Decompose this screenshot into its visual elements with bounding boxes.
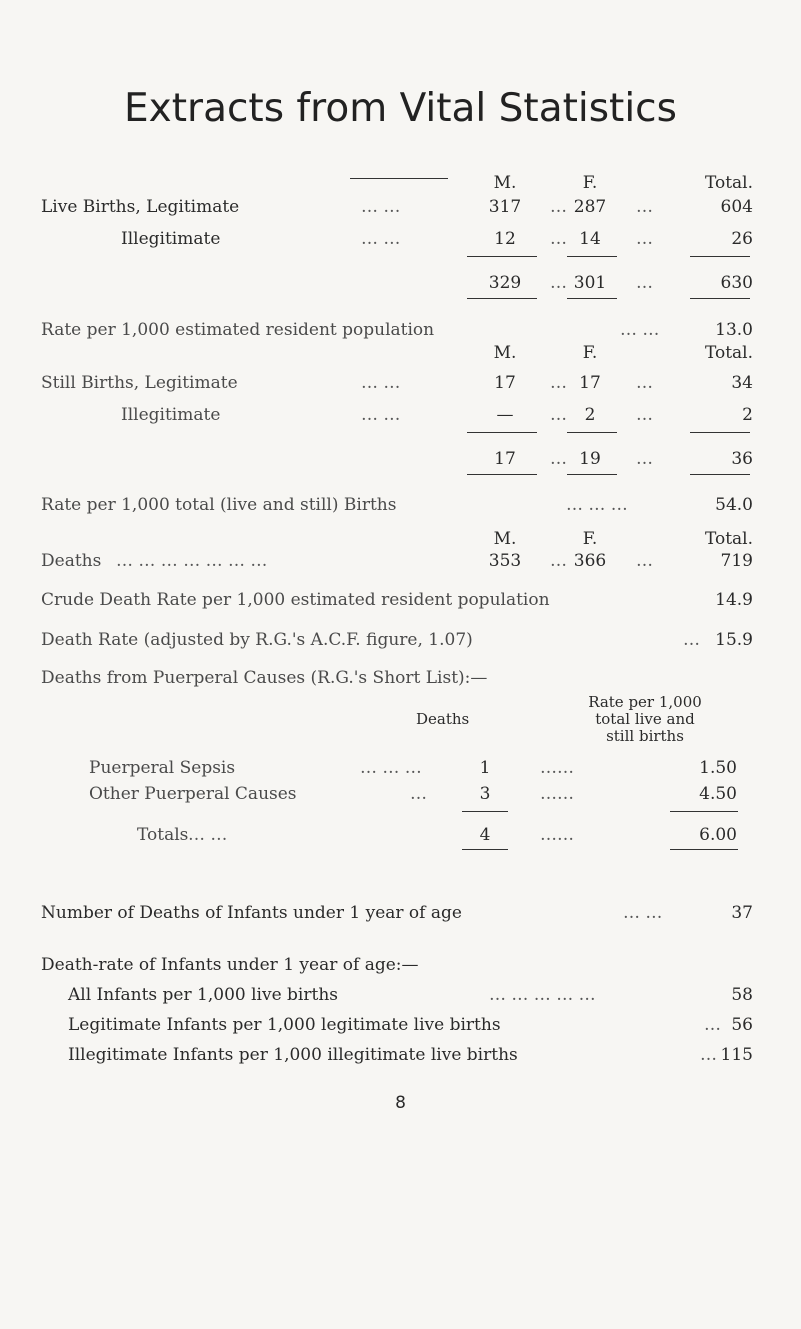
sum-rule xyxy=(462,849,508,850)
row-label: Still Births, Legitimate xyxy=(41,373,238,393)
infant-deaths-label: Number of Deaths of Infants under 1 year of age xyxy=(41,903,462,923)
crude-death-rate-value: 14.9 xyxy=(715,590,753,610)
cell-rate: 1.50 xyxy=(699,758,737,778)
total-f: 19 xyxy=(579,449,601,469)
total-m: 329 xyxy=(488,273,522,293)
infant-rate-value: 115 xyxy=(720,1045,753,1065)
total-m: 17 xyxy=(494,449,516,469)
leader-dots: … … xyxy=(361,373,401,393)
infant-deaths-value: 37 xyxy=(731,903,753,923)
leader-dots: …… xyxy=(540,825,574,845)
infant-rate-heading: Death-rate of Infants under 1 year of age:— xyxy=(41,955,419,975)
row-label: Illegitimate xyxy=(121,229,221,249)
deaths-total: 719 xyxy=(720,551,753,571)
header-f: F. xyxy=(582,343,598,363)
header-f: F. xyxy=(582,529,598,549)
leader-dots: … … … … … … … xyxy=(116,551,268,571)
cell-total: 604 xyxy=(720,197,753,217)
leader-dots: … xyxy=(550,551,567,571)
infant-rate-label: All Infants per 1,000 live births xyxy=(68,985,338,1005)
leader-dots: … … … xyxy=(566,495,628,515)
header-total: Total. xyxy=(704,343,753,363)
leader-dots: … xyxy=(636,551,653,571)
cell-total: 34 xyxy=(731,373,753,393)
cell-rate: 4.50 xyxy=(699,784,737,804)
sum-rule xyxy=(690,432,750,433)
col-rate-line2: total live and xyxy=(595,710,695,728)
cell-total: 26 xyxy=(731,229,753,249)
leader-dots: … xyxy=(550,449,567,469)
totals-deaths: 4 xyxy=(479,825,491,845)
header-m: M. xyxy=(493,529,517,549)
sum-rule xyxy=(670,849,738,850)
row-label: Live Births, Legitimate xyxy=(41,197,240,217)
infant-rate-value: 58 xyxy=(731,985,753,1005)
cell-m: — xyxy=(496,405,514,425)
sum-rule xyxy=(567,474,617,475)
title-divider xyxy=(350,178,448,179)
leader-dots: … xyxy=(683,630,700,650)
leader-dots: … … xyxy=(361,229,401,249)
leader-dots: …… xyxy=(540,758,574,778)
sum-rule xyxy=(567,432,617,433)
leader-dots: … xyxy=(636,229,653,249)
leader-dots: … xyxy=(550,273,567,293)
row-label: Other Puerperal Causes xyxy=(89,784,297,804)
leader-dots: … xyxy=(636,449,653,469)
col-rate-line3: still births xyxy=(606,727,684,745)
cell-m: 317 xyxy=(488,197,522,217)
col-deaths: Deaths xyxy=(416,710,470,728)
total-f: 301 xyxy=(573,273,607,293)
leader-dots: …… xyxy=(540,784,574,804)
header-f: F. xyxy=(582,173,598,193)
deaths-f: 366 xyxy=(573,551,607,571)
leader-dots: … … xyxy=(361,405,401,425)
rate-value: 54.0 xyxy=(715,495,753,515)
leader-dots: … xyxy=(704,1015,721,1035)
page-title: Extracts from Vital Statistics xyxy=(124,86,677,131)
leader-dots: … xyxy=(550,229,567,249)
cell-total: 2 xyxy=(742,405,753,425)
row-label: Illegitimate xyxy=(121,405,221,425)
cell-m: 17 xyxy=(494,373,516,393)
cell-deaths: 1 xyxy=(479,758,491,778)
leader-dots: … … … … … xyxy=(489,985,596,1005)
puerperal-heading: Deaths from Puerperal Causes (R.G.'s Short List):— xyxy=(41,668,488,688)
infant-rate-label: Legitimate Infants per 1,000 legitimate live births xyxy=(68,1015,501,1035)
cell-f: 17 xyxy=(579,373,601,393)
cell-deaths: 3 xyxy=(479,784,491,804)
sum-rule xyxy=(567,256,617,257)
crude-death-rate-label: Crude Death Rate per 1,000 estimated resident population xyxy=(41,590,550,610)
header-m: M. xyxy=(493,343,517,363)
rate-label: Rate per 1,000 estimated resident population xyxy=(41,320,435,340)
sum-rule xyxy=(467,474,537,475)
leader-dots: … xyxy=(410,784,427,804)
leader-dots: … … xyxy=(620,320,660,340)
totals-rate: 6.00 xyxy=(699,825,737,845)
cell-f: 14 xyxy=(579,229,601,249)
total-total: 36 xyxy=(731,449,753,469)
deaths-label: Deaths xyxy=(41,551,102,571)
header-total: Total. xyxy=(704,529,753,549)
sum-rule xyxy=(467,298,537,299)
sum-rule xyxy=(462,811,508,812)
leader-dots: … xyxy=(550,405,567,425)
infant-rate-value: 56 xyxy=(731,1015,753,1035)
rate-value: 13.0 xyxy=(715,320,753,340)
leader-dots: … … xyxy=(361,197,401,217)
sum-rule xyxy=(690,298,750,299)
leader-dots: … xyxy=(636,405,653,425)
sum-rule xyxy=(690,256,750,257)
cell-f: 287 xyxy=(573,197,607,217)
infant-rate-label: Illegitimate Infants per 1,000 illegitimate live births xyxy=(68,1045,518,1065)
leader-dots: … xyxy=(636,373,653,393)
leader-dots: … xyxy=(550,373,567,393)
rate-label: Rate per 1,000 total (live and still) Births xyxy=(41,495,397,515)
leader-dots: … xyxy=(550,197,567,217)
deaths-m: 353 xyxy=(488,551,522,571)
row-label: Puerperal Sepsis xyxy=(89,758,236,778)
col-rate-line1: Rate per 1,000 xyxy=(588,693,702,711)
total-total: 630 xyxy=(720,273,753,293)
cell-m: 12 xyxy=(494,229,516,249)
page-number: 8 xyxy=(395,1093,406,1113)
sum-rule xyxy=(690,474,750,475)
sum-rule xyxy=(670,811,738,812)
sum-rule xyxy=(467,256,537,257)
adjusted-death-rate-label: Death Rate (adjusted by R.G.'s A.C.F. figure, 1.07) xyxy=(41,630,473,650)
header-total: Total. xyxy=(704,173,753,193)
adjusted-death-rate-value: 15.9 xyxy=(715,630,753,650)
leader-dots: … xyxy=(636,273,653,293)
header-m: M. xyxy=(493,173,517,193)
totals-label: Totals xyxy=(137,825,189,845)
leader-dots: … … xyxy=(623,903,663,923)
leader-dots: … xyxy=(636,197,653,217)
sum-rule xyxy=(467,432,537,433)
leader-dots: … … xyxy=(188,825,228,845)
leader-dots: … xyxy=(700,1045,717,1065)
leader-dots: … … … xyxy=(360,758,422,778)
cell-f: 2 xyxy=(584,405,596,425)
sum-rule xyxy=(567,298,617,299)
